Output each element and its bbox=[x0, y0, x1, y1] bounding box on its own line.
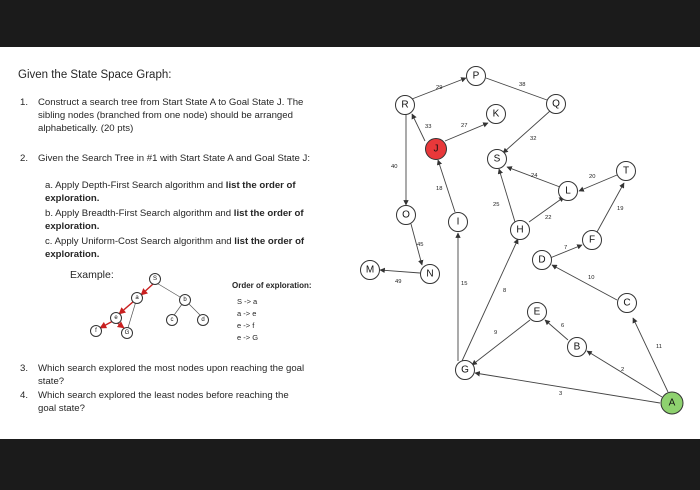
node-k bbox=[487, 105, 506, 124]
example-edge-e-f bbox=[100, 321, 113, 328]
question-2b-line-2: exploration. bbox=[45, 221, 100, 232]
question-4-number: 4. bbox=[20, 390, 29, 401]
example-node-a bbox=[132, 293, 143, 304]
node-p-label: P bbox=[472, 70, 480, 82]
node-h-label: H bbox=[516, 224, 524, 236]
edge-a-c bbox=[633, 318, 668, 392]
example-node-s bbox=[150, 274, 161, 285]
question-4-line-2: goal state? bbox=[38, 403, 85, 414]
weight-c-d: 10 bbox=[588, 275, 595, 281]
weight-n-m: 49 bbox=[395, 279, 402, 285]
weight-r-o: 40 bbox=[391, 164, 398, 170]
question-2-number: 2. bbox=[20, 153, 29, 164]
node-d-label: D bbox=[538, 254, 546, 266]
order-step-2: a -> e bbox=[237, 309, 257, 318]
edge-c-d bbox=[552, 265, 617, 300]
example-node-c-label: c bbox=[170, 317, 174, 323]
node-i bbox=[449, 213, 468, 232]
node-s bbox=[488, 150, 507, 169]
weight-r-p: 29 bbox=[436, 85, 443, 91]
edge-a-g bbox=[475, 373, 660, 403]
node-o bbox=[397, 206, 416, 225]
question-3-number: 3. bbox=[20, 363, 29, 374]
graph-edges bbox=[380, 78, 668, 403]
example-edge-s-a bbox=[141, 284, 153, 295]
question-1-number: 1. bbox=[20, 97, 29, 108]
node-m bbox=[361, 261, 380, 280]
weight-a-b: 2 bbox=[621, 367, 625, 373]
question-2-text: Given the Search Tree in #1 with Start State A and Goal State J: bbox=[38, 153, 310, 164]
node-n bbox=[421, 265, 440, 284]
example-node-e-label: e bbox=[114, 315, 118, 321]
node-a-label: A bbox=[668, 397, 676, 409]
question-2c-line-1 bbox=[45, 236, 305, 247]
node-f bbox=[583, 231, 602, 250]
node-a-start bbox=[661, 392, 683, 414]
graph-nodes bbox=[361, 67, 684, 415]
node-s-label: S bbox=[493, 153, 501, 165]
question-2c-bold: list the order of bbox=[234, 236, 305, 247]
example-node-e bbox=[111, 313, 122, 324]
edge-q-s bbox=[503, 111, 550, 153]
node-c-label: C bbox=[623, 297, 631, 309]
document-page bbox=[0, 47, 700, 439]
question-3-line-2: state? bbox=[38, 376, 65, 387]
order-step-4: e -> G bbox=[237, 333, 259, 342]
node-g-label: G bbox=[461, 364, 469, 376]
weight-o-n: 45 bbox=[417, 242, 424, 248]
weight-h-l: 22 bbox=[545, 215, 552, 221]
question-3-line-1: Which search explored the most nodes upon reaching the goal bbox=[38, 363, 305, 374]
weight-l-s: 24 bbox=[531, 173, 538, 179]
node-e bbox=[528, 303, 547, 322]
edge-t-l bbox=[579, 175, 617, 191]
edge-e-g bbox=[472, 320, 530, 365]
question-1-line-2: sibling nodes (branched from one node) should be arranged bbox=[38, 110, 293, 121]
edge-b-e bbox=[545, 320, 568, 340]
edge-g-h bbox=[462, 239, 518, 361]
question-4-line-1: Which search explored the least nodes before reaching the bbox=[38, 390, 289, 401]
node-m-label: M bbox=[365, 264, 375, 276]
question-2c-line-2: exploration. bbox=[45, 249, 100, 260]
question-2b-line-1 bbox=[45, 208, 304, 219]
weight-b-e: 6 bbox=[561, 323, 565, 329]
example-node-f-label: f bbox=[95, 328, 97, 334]
node-r-label: R bbox=[401, 99, 409, 111]
weight-j-r: 33 bbox=[425, 124, 432, 130]
weight-a-c: 11 bbox=[656, 344, 663, 350]
weight-t-l: 20 bbox=[589, 174, 596, 180]
question-2a-line-2: exploration. bbox=[45, 193, 100, 204]
node-b bbox=[568, 338, 587, 357]
question-2a-bold: list the order of bbox=[225, 180, 296, 191]
node-e-label: E bbox=[533, 306, 541, 318]
edge-weights bbox=[391, 82, 662, 397]
example-node-g bbox=[122, 328, 133, 339]
node-t bbox=[617, 162, 636, 181]
example-node-c bbox=[167, 315, 178, 326]
question-1-line-1: Construct a search tree from Start State A to Goal State J. The bbox=[38, 97, 304, 108]
weight-q-s: 32 bbox=[530, 136, 537, 142]
node-g bbox=[456, 361, 475, 380]
edge-n-m bbox=[380, 270, 420, 273]
node-d bbox=[533, 251, 552, 270]
node-f-label: F bbox=[588, 234, 596, 246]
node-h bbox=[511, 221, 530, 240]
state-space-graph bbox=[361, 67, 684, 415]
example-node-d bbox=[198, 315, 209, 326]
node-l bbox=[559, 182, 578, 201]
edge-j-r bbox=[412, 114, 425, 141]
example-node-b-label: b bbox=[183, 297, 187, 303]
example-edge-a-e bbox=[119, 301, 134, 314]
example-label: Example: bbox=[70, 269, 114, 281]
weight-f-t: 19 bbox=[617, 206, 624, 212]
order-step-3: e -> f bbox=[237, 321, 255, 330]
question-2c-plain: c. Apply Uniform-Cost Search algorithm and bbox=[45, 236, 235, 247]
edge-a-b bbox=[587, 351, 662, 397]
node-i-label: I bbox=[456, 216, 460, 228]
weight-e-g: 9 bbox=[494, 330, 498, 336]
order-of-exploration-title: Order of exploration: bbox=[232, 281, 312, 290]
node-l-label: L bbox=[565, 185, 571, 197]
example-node-g-label: G bbox=[124, 330, 130, 336]
document-canvas bbox=[0, 47, 700, 439]
example-node-b bbox=[180, 295, 191, 306]
weight-p-q: 38 bbox=[519, 82, 526, 88]
node-r bbox=[396, 96, 415, 115]
node-t-label: T bbox=[622, 165, 630, 177]
example-node-f bbox=[91, 326, 102, 337]
question-2b-bold: list the order of bbox=[233, 208, 304, 219]
page-title: Given the State Space Graph: bbox=[18, 69, 172, 81]
question-2a-plain: a. Apply Depth-First Search algorithm and bbox=[45, 180, 226, 191]
example-tree bbox=[91, 274, 209, 339]
node-k-label: K bbox=[492, 108, 500, 120]
node-o-label: O bbox=[402, 209, 410, 221]
node-j-goal bbox=[426, 139, 447, 160]
edge-h-s bbox=[499, 169, 515, 222]
edge-p-q bbox=[486, 78, 547, 100]
question-1-line-3: alphabetically. (20 pts) bbox=[38, 123, 134, 134]
example-node-a-label: a bbox=[135, 295, 139, 301]
node-q bbox=[547, 95, 566, 114]
node-c bbox=[618, 294, 637, 313]
weight-a-g: 3 bbox=[559, 391, 563, 397]
example-node-d-label: d bbox=[201, 317, 205, 323]
weight-i-j: 18 bbox=[436, 186, 443, 192]
weight-h-s: 25 bbox=[493, 202, 500, 208]
weight-g-i: 15 bbox=[461, 281, 468, 287]
weight-j-k: 27 bbox=[461, 123, 468, 129]
example-node-s-label: S bbox=[152, 276, 158, 282]
question-2a-line-1 bbox=[45, 180, 296, 191]
weight-d-f: 7 bbox=[564, 245, 568, 251]
node-b-label: B bbox=[573, 341, 581, 353]
node-j-label: J bbox=[433, 143, 439, 155]
node-n-label: N bbox=[426, 268, 434, 280]
order-step-1: S -> a bbox=[237, 297, 258, 306]
weight-g-h: 8 bbox=[503, 288, 507, 294]
question-2b-plain: b. Apply Breadth-First Search algorithm and bbox=[45, 208, 234, 219]
node-q-label: Q bbox=[552, 98, 560, 110]
node-p bbox=[467, 67, 486, 86]
